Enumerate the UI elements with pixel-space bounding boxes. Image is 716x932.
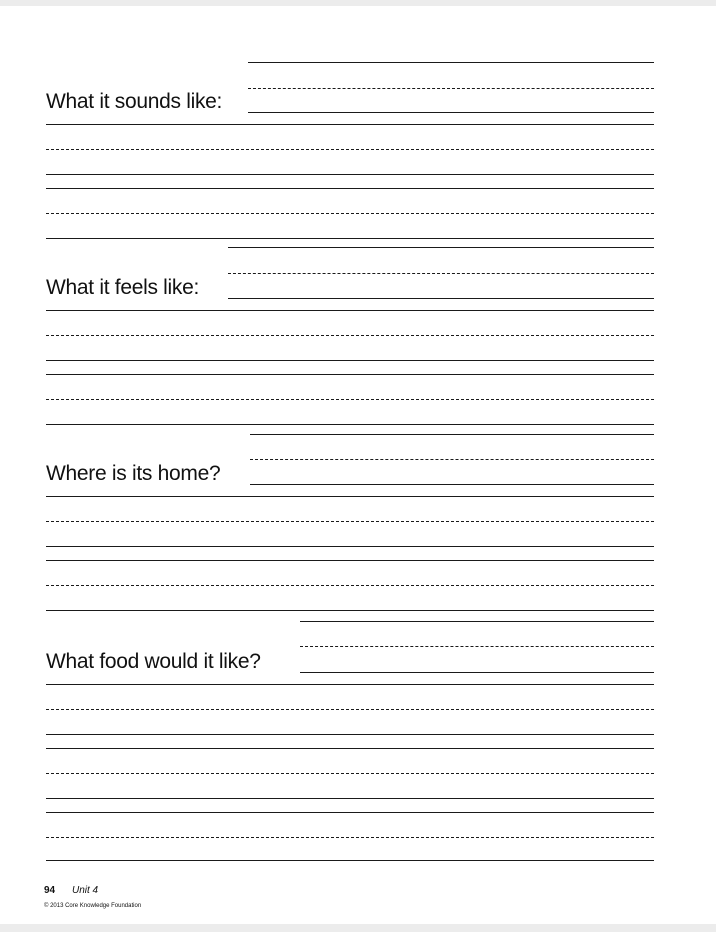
writing-line-dashed (46, 837, 654, 838)
writing-line-dashed (46, 709, 654, 710)
writing-line-dashed (46, 399, 654, 400)
writing-line-top (46, 684, 654, 685)
copyright-notice: © 2013 Core Knowledge Foundation (44, 903, 142, 909)
writing-line-base[interactable] (46, 798, 654, 799)
prompt-label: Where is its home? (46, 462, 221, 485)
writing-line-top (46, 560, 654, 561)
prompt-label: What it sounds like: (46, 90, 223, 113)
writing-line-base[interactable] (46, 610, 654, 611)
writing-line-top (228, 247, 654, 248)
writing-line-top (250, 434, 654, 435)
worksheet-page (0, 6, 716, 924)
page-number: 94 (44, 885, 56, 896)
writing-line-dashed (46, 773, 654, 774)
writing-line-base[interactable] (248, 112, 654, 113)
writing-line-base[interactable] (46, 174, 654, 175)
writing-line-dashed (46, 521, 654, 522)
writing-line-base[interactable] (250, 484, 654, 485)
writing-line-top (46, 812, 654, 813)
writing-line-base[interactable] (300, 672, 654, 673)
unit-label: Unit 4 (72, 885, 99, 896)
writing-line-top (46, 310, 654, 311)
writing-line-base[interactable] (46, 424, 654, 425)
writing-line-base[interactable] (228, 298, 654, 299)
writing-line-dashed (228, 273, 654, 274)
writing-line-dashed (46, 585, 654, 586)
writing-line-dashed (300, 646, 654, 647)
writing-line-base[interactable] (46, 238, 654, 239)
writing-line-top (46, 748, 654, 749)
writing-line-top (300, 621, 654, 622)
prompt-label: What food would it like? (46, 650, 261, 673)
writing-line-top (46, 496, 654, 497)
writing-line-base[interactable] (46, 860, 654, 861)
writing-line-dashed (248, 88, 654, 89)
writing-line-base[interactable] (46, 734, 654, 735)
prompt-label: What it feels like: (46, 276, 200, 299)
writing-line-top (46, 124, 654, 125)
writing-line-top (46, 374, 654, 375)
writing-line-base[interactable] (46, 360, 654, 361)
writing-line-top (248, 62, 654, 63)
writing-line-dashed (46, 213, 654, 214)
writing-line-base[interactable] (46, 546, 654, 547)
writing-line-dashed (46, 335, 654, 336)
writing-line-dashed (46, 149, 654, 150)
writing-line-dashed (250, 459, 654, 460)
writing-line-top (46, 188, 654, 189)
